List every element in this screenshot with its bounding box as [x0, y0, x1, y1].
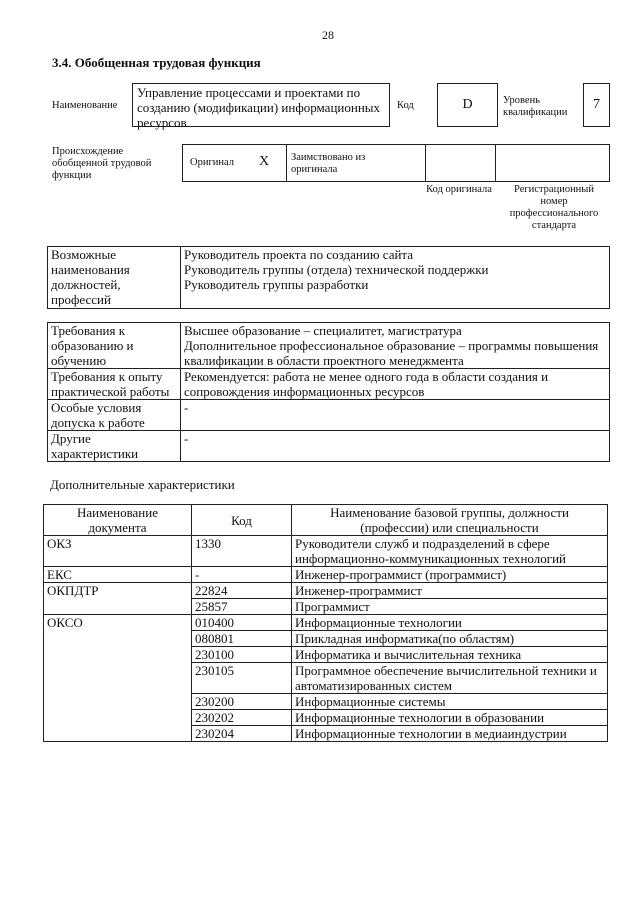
- name-cell: Информационные технологии: [292, 615, 608, 631]
- requirement-row: [48, 369, 610, 400]
- position-item: Руководитель группы (отдела) технической поддержки: [184, 262, 489, 277]
- requirement-line: Дополнительное профессиональное образование – программы повышения квалификации в области проектного менеджмента: [184, 338, 599, 368]
- origin-label: Происхождение обобщенной трудовой функции: [52, 146, 152, 181]
- column-header-code: Код: [192, 505, 292, 536]
- name-cell: Программист: [292, 599, 608, 615]
- requirement-row: [48, 400, 610, 431]
- code-cell: 230100: [192, 647, 292, 663]
- name-cell: Информационные технологии в образовании: [292, 710, 608, 726]
- column-header-name: Наименование базовой группы, должности (профессии) или специальности: [292, 505, 608, 536]
- qualification-level: 7: [583, 83, 610, 127]
- code-cell: 230204: [192, 726, 292, 742]
- requirement-value: Рекомендуется: работа не менее одного года в области создания и сопровождения информационных ресурсов: [181, 369, 610, 400]
- code-cell: 25857: [192, 599, 292, 615]
- page-number: 28: [322, 28, 334, 42]
- requirement-value: [181, 323, 610, 369]
- function-name: Управление процессами и проектами по созданию (модификации) информационных ресурсов: [137, 85, 381, 130]
- divider: [495, 145, 496, 181]
- name-cell: Программное обеспечение вычислительной техники и автоматизированных систем: [292, 663, 608, 694]
- additional-title: Дополнительные характеристики: [50, 477, 235, 492]
- requirement-label: Другие характеристики: [48, 431, 181, 462]
- requirement-label: Требования к образованию и обучению: [48, 323, 181, 369]
- code-label: Код: [397, 100, 414, 111]
- table-row: [44, 567, 608, 583]
- original-mark: X: [259, 154, 270, 169]
- name-cell: Информационные системы: [292, 694, 608, 710]
- positions-table: [47, 246, 610, 309]
- requirement-label: Особые условия допуска к работе: [48, 400, 181, 431]
- doc-cell: ЕКС: [44, 567, 192, 583]
- code-cell: -: [192, 567, 292, 583]
- divider: [286, 145, 287, 181]
- requirement-row: [48, 323, 610, 369]
- code-cell: 22824: [192, 583, 292, 599]
- name-cell: Инженер-программист: [292, 583, 608, 599]
- position-item: Руководитель проекта по созданию сайта: [184, 247, 414, 262]
- original-code-caption: Код оригинала: [426, 184, 492, 195]
- code-cell: 010400: [192, 615, 292, 631]
- additional-table: [43, 504, 608, 742]
- column-header-document: Наименование документа: [44, 505, 192, 536]
- doc-cell: ОКЗ: [44, 536, 192, 567]
- name-cell: Прикладная информатика(по областям): [292, 631, 608, 647]
- doc-cell: ОКПДТР: [44, 583, 192, 615]
- original-label: Оригинал: [190, 157, 234, 168]
- name-cell: Руководители служб и подразделений в сфере информационно-коммуникационных технологий: [292, 536, 608, 567]
- code-cell: 080801: [192, 631, 292, 647]
- name-cell: Информатика и вычислительная техника: [292, 647, 608, 663]
- requirement-label: Требования к опыту практической работы: [48, 369, 181, 400]
- table-row: [44, 536, 608, 567]
- level-label: Уровень квалификации: [503, 95, 568, 118]
- requirements-table: [47, 322, 610, 462]
- name-cell: Инженер-программист (программист): [292, 567, 608, 583]
- name-cell: Информационные технологии в медиаиндустрии: [292, 726, 608, 742]
- code-cell: 230200: [192, 694, 292, 710]
- requirement-line: Высшее образование – специалитет, магистратура: [184, 323, 462, 338]
- requirement-value: -: [181, 400, 610, 431]
- doc-cell: ОКСО: [44, 615, 192, 742]
- positions-list: [181, 247, 610, 309]
- divider: [425, 145, 426, 181]
- function-name-box: [132, 83, 390, 130]
- requirement-row: [48, 431, 610, 462]
- code-cell: 1330: [192, 536, 292, 567]
- position-item: Руководитель группы разработки: [184, 277, 369, 292]
- table-header-row: [44, 505, 608, 536]
- table-row: [44, 583, 608, 599]
- code-cell: 230202: [192, 710, 292, 726]
- code-cell: 230105: [192, 663, 292, 694]
- borrowed-label: Заимствовано из оригинала: [291, 152, 366, 175]
- name-label: Наименование: [52, 100, 118, 111]
- origin-table: [182, 144, 610, 182]
- positions-label: Возможные наименования должностей, профессий: [48, 247, 181, 309]
- function-code: D: [437, 83, 498, 127]
- registration-number-caption: Регистрационный номер профессионального стандарта: [509, 184, 599, 231]
- table-row: [44, 615, 608, 631]
- section-title: 3.4. Обобщенная трудовая функция: [52, 55, 261, 70]
- positions-row: [48, 247, 610, 309]
- requirement-value: -: [181, 431, 610, 462]
